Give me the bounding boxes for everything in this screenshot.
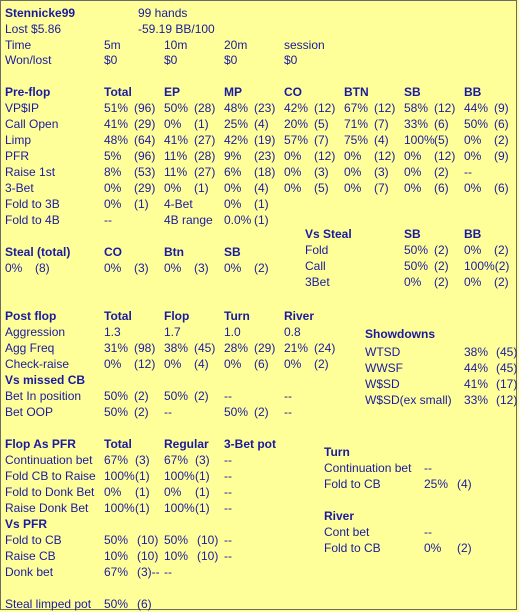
steal-btn-header: Btn bbox=[164, 245, 184, 259]
vs-pfr-title: Vs PFR bbox=[5, 517, 48, 531]
flop-pfr-value: 100% bbox=[104, 469, 135, 483]
flop-pfr-count: (1) bbox=[195, 469, 210, 483]
steal-sb-count: (2) bbox=[254, 261, 269, 275]
preflop-value: 0% bbox=[404, 149, 422, 163]
flop-pfr-value: -- bbox=[224, 485, 232, 499]
preflop-value: 71% bbox=[344, 117, 369, 131]
steal-limped-count: (6) bbox=[137, 597, 152, 611]
preflop-value: 0% bbox=[464, 149, 482, 163]
preflop-label: Call Open bbox=[5, 117, 59, 131]
vs-steal-sb-count: (2) bbox=[434, 259, 449, 273]
flop-pfr-count: (1) bbox=[135, 485, 150, 499]
showdown-value: 33% bbox=[464, 393, 489, 407]
bet-in-position-count: (2) bbox=[134, 389, 149, 403]
preflop-count: (4) bbox=[374, 133, 389, 147]
preflop-count: (12) bbox=[314, 101, 336, 115]
preflop-title: Pre-flop bbox=[5, 85, 51, 99]
flop-pfr-value: 0% bbox=[164, 485, 182, 499]
preflop-count: (96) bbox=[134, 101, 156, 115]
steal-btn-count: (3) bbox=[194, 261, 209, 275]
turn-title: Turn bbox=[324, 445, 350, 459]
preflop-label: Limp bbox=[5, 133, 32, 147]
turn-fold-value: 25% bbox=[424, 477, 449, 491]
preflop-count: (29) bbox=[134, 117, 156, 131]
vs-pfr-value: 50% bbox=[164, 533, 189, 547]
preflop-count: (12) bbox=[374, 149, 396, 163]
preflop-value: 0% bbox=[344, 149, 362, 163]
preflop-count: (27) bbox=[194, 133, 216, 147]
steal-co-count: (3) bbox=[134, 261, 149, 275]
flop-pfr-label: Raise Donk Bet bbox=[5, 501, 89, 515]
vs-steal-label: Fold bbox=[305, 243, 329, 257]
vs-steal-sb-count: (2) bbox=[434, 243, 449, 257]
preflop-value: 0% bbox=[404, 181, 422, 195]
vs-steal-title: Vs Steal bbox=[305, 227, 352, 241]
vs-pfr-label: Fold to CB bbox=[5, 533, 62, 547]
vs-steal-label: Call bbox=[305, 259, 326, 273]
showdown-count: (45) bbox=[496, 361, 518, 375]
preflop-count: (7) bbox=[374, 181, 389, 195]
preflop-header: Total bbox=[104, 85, 132, 99]
check-raise-label: Check-raise bbox=[5, 357, 70, 371]
steal-co-header: CO bbox=[104, 245, 122, 259]
preflop-count: (28) bbox=[194, 101, 216, 115]
agg-freq-count: (45) bbox=[194, 341, 216, 355]
vs-pfr-value: 10% bbox=[164, 549, 189, 563]
river-cont-label: Cont bet bbox=[324, 525, 370, 539]
time-session: session bbox=[284, 38, 325, 52]
preflop-count: (9) bbox=[494, 101, 509, 115]
vs-pfr-value: -- bbox=[224, 533, 232, 547]
preflop-count: (5) bbox=[434, 133, 449, 147]
lost-amount: Lost $5.86 bbox=[5, 22, 62, 36]
bet-oop-value: 50% bbox=[224, 405, 249, 419]
time-20m: 20m bbox=[224, 38, 248, 52]
four-bet-range-label: 4B range bbox=[164, 213, 213, 227]
river-fold-count: (2) bbox=[457, 541, 472, 555]
fold-to-4b-value: -- bbox=[104, 213, 112, 227]
river-title: River bbox=[324, 509, 355, 523]
agg-freq-count: (98) bbox=[134, 341, 156, 355]
vs-pfr-count: (10) bbox=[197, 533, 219, 547]
preflop-value: 0% bbox=[344, 181, 362, 195]
time-10m: 10m bbox=[164, 38, 188, 52]
steal-btn-value: 0% bbox=[164, 261, 182, 275]
vs-pfr-value: 10% bbox=[104, 549, 129, 563]
preflop-count: (12) bbox=[434, 101, 456, 115]
preflop-value: 11% bbox=[164, 149, 188, 163]
vs-steal-sb-value: 50% bbox=[404, 243, 429, 257]
preflop-count: (29) bbox=[134, 181, 156, 195]
preflop-value: 0% bbox=[464, 181, 482, 195]
vs-steal-label: 3Bet bbox=[305, 275, 330, 289]
postflop-title: Post flop bbox=[5, 309, 57, 323]
preflop-count: (64) bbox=[134, 133, 156, 147]
showdown-label: WTSD bbox=[365, 345, 401, 359]
turn-cont-label: Continuation bet bbox=[324, 461, 412, 475]
preflop-value: 50% bbox=[464, 117, 489, 131]
preflop-header: SB bbox=[404, 85, 421, 99]
vs-pfr-count: (10) bbox=[197, 549, 219, 563]
preflop-count: (7) bbox=[374, 117, 389, 131]
preflop-value: 44% bbox=[464, 101, 489, 115]
preflop-value: 0% bbox=[464, 133, 482, 147]
preflop-value: -- bbox=[464, 165, 472, 179]
steal-limped-label: Steal limped pot bbox=[5, 597, 92, 611]
preflop-value: 75% bbox=[344, 133, 369, 147]
preflop-value: 0% bbox=[224, 181, 242, 195]
check-raise-count: (6) bbox=[254, 357, 269, 371]
check-raise-value: 0% bbox=[104, 357, 122, 371]
preflop-count: (27) bbox=[194, 165, 216, 179]
preflop-value: 42% bbox=[284, 101, 309, 115]
bet-in-position-value: -- bbox=[284, 389, 292, 403]
wonlost-5m: $0 bbox=[104, 53, 118, 67]
preflop-count: (2) bbox=[494, 133, 509, 147]
turn-fold-label: Fold to CB bbox=[324, 477, 381, 491]
flop-pfr-value: -- bbox=[224, 469, 232, 483]
fold-to-3b-count: (1) bbox=[134, 197, 149, 211]
steal-sb-value: 0% bbox=[224, 261, 242, 275]
postflop-header: River bbox=[284, 309, 315, 323]
agg-freq-value: 28% bbox=[224, 341, 249, 355]
wonlost-label: Won/lost bbox=[5, 53, 52, 67]
flop-pfr-label: Continuation bet bbox=[5, 453, 93, 467]
river-cont-value: -- bbox=[424, 525, 432, 539]
turn-cont-value: -- bbox=[424, 461, 432, 475]
turn-fold-count: (4) bbox=[457, 477, 472, 491]
vs-steal-bb-value: 0% bbox=[464, 243, 482, 257]
bet-in-position-count: (2) bbox=[194, 389, 209, 403]
preflop-count: (6) bbox=[494, 181, 509, 195]
preflop-value: 50% bbox=[164, 101, 189, 115]
vs-pfr-value: -- bbox=[164, 565, 172, 579]
showdown-label: W$SD bbox=[365, 377, 400, 391]
time-label: Time bbox=[5, 38, 32, 52]
preflop-count: (28) bbox=[194, 149, 216, 163]
preflop-value: 41% bbox=[104, 117, 129, 131]
bet-oop-value: 50% bbox=[104, 405, 129, 419]
showdown-label: W$SD(ex small) bbox=[365, 393, 452, 407]
check-raise-count: (4) bbox=[194, 357, 209, 371]
preflop-count: (12) bbox=[434, 149, 456, 163]
showdown-label: WWSF bbox=[365, 361, 403, 375]
flop-pfr-count: (1) bbox=[135, 469, 150, 483]
preflop-count: (1) bbox=[194, 181, 209, 195]
preflop-value: 0% bbox=[284, 181, 302, 195]
agg-freq-value: 31% bbox=[104, 341, 129, 355]
preflop-count: (3) bbox=[374, 165, 389, 179]
vs-steal-bb-count: (2) bbox=[494, 275, 509, 289]
vs-steal-bb-value: 0% bbox=[464, 275, 482, 289]
fold-to-4b-label: Fold to 4B bbox=[5, 213, 60, 227]
preflop-value: 57% bbox=[284, 133, 309, 147]
steal-total-title: Steal (total) bbox=[5, 245, 71, 259]
showdown-count: (17) bbox=[496, 377, 518, 391]
flop-pfr-header: Total bbox=[104, 437, 132, 451]
flop-pfr-value: 100% bbox=[104, 501, 135, 515]
preflop-count: (96) bbox=[134, 149, 156, 163]
showdowns-title: Showdowns bbox=[365, 327, 435, 341]
preflop-count: (2) bbox=[434, 165, 449, 179]
preflop-label: PFR bbox=[5, 149, 29, 163]
four-bet-value: 0% bbox=[224, 197, 242, 211]
four-bet-range-value: 0.0% bbox=[224, 213, 252, 227]
four-bet-label: 4-Bet bbox=[164, 197, 193, 211]
wonlost-10m: $0 bbox=[164, 53, 178, 67]
bet-in-position-label: Bet In position bbox=[5, 389, 82, 403]
check-raise-count: (12) bbox=[134, 357, 156, 371]
river-fold-label: Fold to CB bbox=[324, 541, 381, 555]
agg-freq-value: 21% bbox=[284, 341, 309, 355]
aggression-value: 0.8 bbox=[284, 325, 301, 339]
vs-pfr-value: -- bbox=[224, 549, 232, 563]
aggression-value: 1.7 bbox=[164, 325, 181, 339]
four-bet-count: (1) bbox=[254, 197, 269, 211]
preflop-count: (19) bbox=[254, 133, 276, 147]
preflop-value: 42% bbox=[224, 133, 249, 147]
vs-pfr-label: Donk bet bbox=[5, 565, 54, 579]
bet-in-position-value: 50% bbox=[104, 389, 129, 403]
vs-pfr-label: Raise CB bbox=[5, 549, 56, 563]
postflop-header: Flop bbox=[164, 309, 190, 323]
showdown-value: 41% bbox=[464, 377, 489, 391]
preflop-count: (18) bbox=[254, 165, 276, 179]
preflop-count: (23) bbox=[254, 101, 276, 115]
fold-to-3b-label: Fold to 3B bbox=[5, 197, 60, 211]
flop-pfr-value: 100% bbox=[164, 469, 195, 483]
preflop-value: 48% bbox=[104, 133, 129, 147]
agg-freq-count: (29) bbox=[254, 341, 276, 355]
vs-pfr-value: 67% bbox=[104, 565, 129, 579]
flop-pfr-count: (3) bbox=[195, 453, 210, 467]
vs-steal-sb-value: 0% bbox=[404, 275, 422, 289]
postflop-header: Total bbox=[104, 309, 132, 323]
vs-steal-bb-value: 100%(2) bbox=[464, 259, 510, 273]
preflop-value: 100% bbox=[404, 133, 435, 147]
preflop-value: 0% bbox=[284, 165, 302, 179]
vs-steal-sb-count: (2) bbox=[434, 275, 449, 289]
vs-pfr-count: (10) bbox=[137, 533, 159, 547]
showdown-count: (45) bbox=[496, 345, 518, 359]
flop-pfr-title: Flop As PFR bbox=[5, 437, 76, 451]
player-name: Stennicke99 bbox=[5, 6, 76, 20]
preflop-header: BTN bbox=[344, 85, 369, 99]
preflop-count: (1) bbox=[194, 117, 209, 131]
flop-pfr-value: 100% bbox=[164, 501, 195, 515]
preflop-count: (5) bbox=[314, 181, 329, 195]
vs-steal-sb-value: 50% bbox=[404, 259, 429, 273]
wonlost-20m: $0 bbox=[224, 53, 238, 67]
vs-pfr-count: (10) bbox=[137, 549, 159, 563]
steal-limped-value: 50% bbox=[104, 597, 129, 611]
bet-in-position-value: 50% bbox=[164, 389, 189, 403]
missed-cb-title: Vs missed CB bbox=[5, 373, 86, 387]
preflop-value: 0% bbox=[404, 165, 422, 179]
bet-oop-count: (2) bbox=[134, 405, 149, 419]
agg-freq-label: Agg Freq bbox=[5, 341, 55, 355]
preflop-label: Raise 1st bbox=[5, 165, 56, 179]
flop-pfr-header: Regular bbox=[164, 437, 209, 451]
steal-total-value: 0% bbox=[5, 261, 23, 275]
agg-freq-value: 38% bbox=[164, 341, 189, 355]
postflop-header: Turn bbox=[224, 309, 250, 323]
flop-pfr-value: -- bbox=[224, 453, 232, 467]
preflop-count: (5) bbox=[314, 117, 329, 131]
preflop-value: 67% bbox=[344, 101, 369, 115]
preflop-value: 48% bbox=[224, 101, 249, 115]
preflop-header: MP bbox=[224, 85, 242, 99]
agg-freq-count: (24) bbox=[314, 341, 336, 355]
fold-to-3b-value: 0% bbox=[104, 197, 122, 211]
preflop-value: 0% bbox=[164, 181, 182, 195]
showdown-value: 44% bbox=[464, 361, 489, 375]
preflop-count: (12) bbox=[374, 101, 396, 115]
flop-pfr-header: 3-Bet pot bbox=[224, 437, 276, 451]
aggression-value: 1.3 bbox=[104, 325, 121, 339]
flop-pfr-value: 67% bbox=[104, 453, 129, 467]
vs-pfr-count: (3)-- bbox=[137, 565, 160, 579]
preflop-value: 11% bbox=[164, 165, 188, 179]
aggression-value: 1.0 bbox=[224, 325, 241, 339]
steal-co-value: 0% bbox=[104, 261, 122, 275]
flop-pfr-value: -- bbox=[224, 501, 232, 515]
flop-pfr-count: (1) bbox=[135, 501, 150, 515]
preflop-count: (6) bbox=[494, 117, 509, 131]
bet-oop-label: Bet OOP bbox=[5, 405, 54, 419]
flop-pfr-count: (1) bbox=[195, 485, 210, 499]
preflop-value: 58% bbox=[404, 101, 429, 115]
bet-oop-count: (2) bbox=[254, 405, 269, 419]
check-raise-value: 0% bbox=[224, 357, 242, 371]
showdown-value: 38% bbox=[464, 345, 489, 359]
vs-steal-bb-header: BB bbox=[464, 227, 482, 241]
preflop-value: 0% bbox=[284, 149, 302, 163]
flop-pfr-label: Fold CB to Raise bbox=[5, 469, 96, 483]
preflop-count: (6) bbox=[434, 181, 449, 195]
preflop-value: 51% bbox=[104, 101, 129, 115]
preflop-count: (4) bbox=[254, 117, 269, 131]
preflop-value: 33% bbox=[404, 117, 429, 131]
preflop-value: 0% bbox=[164, 117, 182, 131]
flop-pfr-count: (1) bbox=[195, 501, 210, 515]
check-raise-value: 0% bbox=[284, 357, 302, 371]
preflop-value: 8% bbox=[104, 165, 122, 179]
wonlost-session: $0 bbox=[284, 53, 298, 67]
preflop-count: (6) bbox=[434, 117, 449, 131]
preflop-value: 41% bbox=[164, 133, 189, 147]
flop-pfr-count: (3) bbox=[135, 453, 150, 467]
showdown-count: (12) bbox=[496, 393, 518, 407]
preflop-count: (3) bbox=[314, 165, 329, 179]
bet-oop-value: -- bbox=[284, 405, 292, 419]
aggression-label: Aggression bbox=[5, 325, 66, 339]
preflop-count: (7) bbox=[314, 133, 329, 147]
bb-per-100: -59.19 BB/100 bbox=[138, 22, 215, 36]
preflop-label: 3-Bet bbox=[5, 181, 34, 195]
bet-oop-value: -- bbox=[164, 405, 172, 419]
preflop-header: EP bbox=[164, 85, 181, 99]
steal-total-count: (8) bbox=[35, 261, 50, 275]
preflop-label: VP$IP bbox=[5, 101, 40, 115]
preflop-value: 0% bbox=[104, 181, 122, 195]
preflop-value: 0% bbox=[344, 165, 362, 179]
preflop-value: 9% bbox=[224, 149, 242, 163]
flop-pfr-value: 67% bbox=[164, 453, 189, 467]
preflop-count: (53) bbox=[134, 165, 156, 179]
preflop-count: (12) bbox=[314, 149, 336, 163]
preflop-header: CO bbox=[284, 85, 302, 99]
flop-pfr-label: Fold to Donk Bet bbox=[5, 485, 95, 499]
bet-in-position-value: -- bbox=[224, 389, 232, 403]
time-5m: 5m bbox=[104, 38, 121, 52]
preflop-count: (4) bbox=[254, 181, 269, 195]
check-raise-count: (2) bbox=[314, 357, 329, 371]
vs-steal-sb-header: SB bbox=[404, 227, 421, 241]
preflop-count: (9) bbox=[494, 149, 509, 163]
preflop-value: 6% bbox=[224, 165, 242, 179]
preflop-value: 20% bbox=[284, 117, 309, 131]
four-bet-range-count: (1) bbox=[254, 213, 269, 227]
preflop-header: BB bbox=[464, 85, 482, 99]
check-raise-value: 0% bbox=[164, 357, 182, 371]
preflop-value: 5% bbox=[104, 149, 122, 163]
river-fold-value: 0% bbox=[424, 541, 442, 555]
preflop-count: (23) bbox=[254, 149, 276, 163]
preflop-value: 25% bbox=[224, 117, 249, 131]
vs-steal-bb-count: (2) bbox=[494, 243, 509, 257]
flop-pfr-value: 0% bbox=[104, 485, 122, 499]
steal-sb-header: SB bbox=[224, 245, 241, 259]
hands-count: 99 hands bbox=[138, 6, 188, 20]
vs-pfr-value: 50% bbox=[104, 533, 129, 547]
